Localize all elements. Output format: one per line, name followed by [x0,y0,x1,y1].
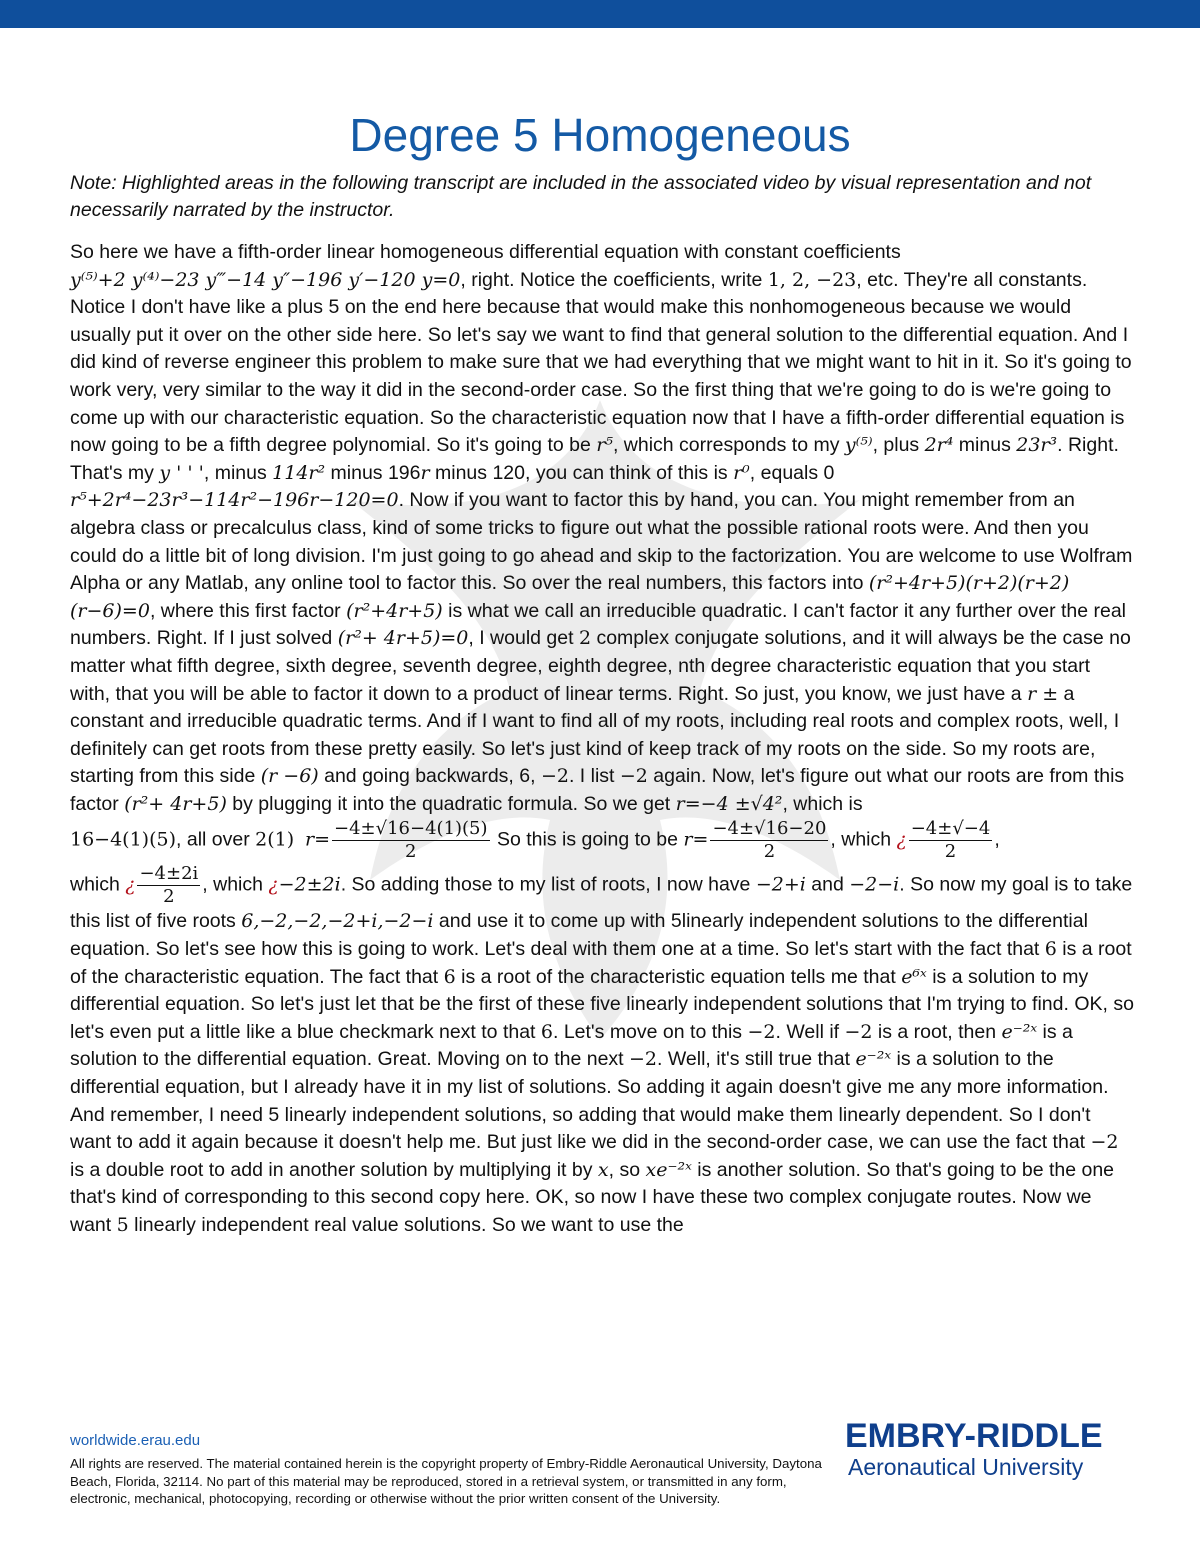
page-title: Degree 5 Homogeneous [349,109,851,161]
transcript-body: So here we have a fifth-order linear homogeneous differential equation with constant coefficients y⁽⁵⁾+2 y⁽⁴⁾−23 y‴−14 y″−196 y′−120 y=0, right. Notice the coefficients, write 1, 2, −23, etc. They're all constants. Notice I don't have like a plus 5 on the end here because that would make this nonhomogeneous because we would usually put it over on the other side here. So let's say we want to find that general solution to the differential equation. And I did kind of reverse engineer this problem to make sure that we had everything that we might want to hit in it. So it's going to work very, very similar to the way it did in the second-order case. So the first thing that we're going to do is we're going to come up with our characteristic equation. So the characteristic equation now that I have a fifth-order differential equation is now going to be a fifth degree polynomial. So it's going to be r⁵, which corresponds to my y⁽⁵⁾, plus 2r⁴ minus 23r³. Right. That's my y ' ' ', minus 114r² minus 196r minus 120, you can think of this is r⁰, equals 0 r⁵+2r⁴−23r³−114r²−196r−120=0. Now if you want to factor this by hand, you can. You might remember from an algebra class or precalculus class, kind of some tricks to figure out what the possible rational roots were. And then you could do a little bit of long division. I'm just going to go ahead and skip to the factorization. You are welcome to use Wolfram Alpha or any Matlab, any online tool to factor this. So over the real numbers, this factors into (r²+4r+5)(r+2)(r+2)(r−6)=0, where this first factor (r²+4r+5) is what we call an irreducible quadratic. I can't factor it any further over the real numbers. Right. If I just solved (r²+ 4r+5)=0, I would get 2 complex conjugate solutions, and it will always be the case no matter what fifth degree, sixth degree, seventh degree, eighth degree, nth degree characteristic equation that you start with, that you will be able to factor it down to a product of linear terms. Right. So just, you know, we just have a r ± a constant and irreducible quadratic terms. And if I want to find all of my roots, including real roots and complex roots, well, I definitely can get roots from these pretty easily. So let's just kind of keep track of my roots on the side. So my roots are, starting from this side (r −6) and going backwards, 6, −2. I list −2 again. Now, let's figure out what our roots are from this factor (r²+ 4r+5) by plugging it into the quadratic formula. So we get r=−4 ±√4², which is 16−4(1)(5), all over 2(1) r= $\frac{-4\pm√16-4(1)(5)}{2}$ So this is going to be r= $\frac{-4\pm√16-20}{2}$ , which ¿ $\frac{-4\pm√-4}{2}$ , which ¿ $\frac{-4\pm 2i}{2}$ , which ¿−2±2i. So adding those to my list of roots, I now have −2+i and −2−i. So now my goal is to take this list of five roots 6,−2,−2,−2+i,−2−i and use it to come up with 5linearly independent solutions to the differential equation. So let's see how this is going to work. Let's deal with them one at a time. So let's start with the fact that 6 is a root of the characteristic equation. The fact that 6 is a root of the characteristic equation tells me that e⁶ˣ is a solution to my differential equation. So let's just let that be the first of these five linearly independent solutions that I'm trying to find. OK, so let's even put a little like a blue checkmark next to that 6. Let's move on to this −2. Well if −2 is a root, then e⁻²ˣ is a solution to the differential equation. Great. Moving on to the next −2. Well, it's still true that e⁻²ˣ is a solution to the differential equation, but I already have it in my list of solutions. So adding it again doesn't give me any more information. And remember, I need 5 linearly independent solutions, so adding that would make them linearly dependent. So I don't want to add it again because it doesn't help me. But just like we did in the second-order case, we can use the fact that −2 is a double root to add in another solution by multiplying it by x, so xe⁻²ˣ is another solution. So that's going to be the one that's kind of corresponding to this second copy here. OK, so now I have these two complex conjugate routes. Now we want 5 linearly independent real value solutions. So we want to use the [70,241,1134,1236]
transcript-note: Note: Highlighted areas in the following transcript are included in the associated video by visual representation and not necessarily narrated by the instructor. [70,172,1092,221]
fraction-simplified: $\frac{-4\pm√16-20}{2}$ [712,818,827,863]
math-factorization: (r²+4r+5)(r+2)(r+2)(r−6)=0 [70,572,1070,622]
website-link[interactable]: worldwide.erau.edu [70,1432,201,1449]
fraction-quadratic-formula: $\frac{-4\pm√16-4(1)(5)}{2}$ [334,818,488,863]
math-ode: y⁽⁵⁾+2 y⁽⁴⁾−23 y‴−14 y″−196 y′−120 y=0 [70,268,461,291]
fraction-complex: $\frac{-4\pm 2i}{2}$ [139,863,199,908]
header-bar [0,0,1200,28]
math-characteristic-equation: r⁵+2r⁴−23r³−114r²−196r−120=0 [70,489,399,512]
logo-brand: EMBRY-RIDDLE [845,1417,1103,1455]
logo-subtitle: Aeronautical University [848,1454,1084,1480]
copyright-notice: All rights are reserved. The material contained herein is the copyright property of Embry-Riddle Aeronautical University, Daytona Beach, Florida, 32114. No part of this material may be reproduced, stored in a retrieval system, or transmitted in any form, electronic, mechanical, photocopying, recording or otherwise without the prior written consent of the University. [70,1456,822,1506]
university-logo [845,1418,1135,1480]
math-root-list: 6,−2,−2,−2+i,−2−i [241,910,434,933]
fraction-negative-root: $\frac{-4\pm√-4}{2}$ [910,818,991,863]
